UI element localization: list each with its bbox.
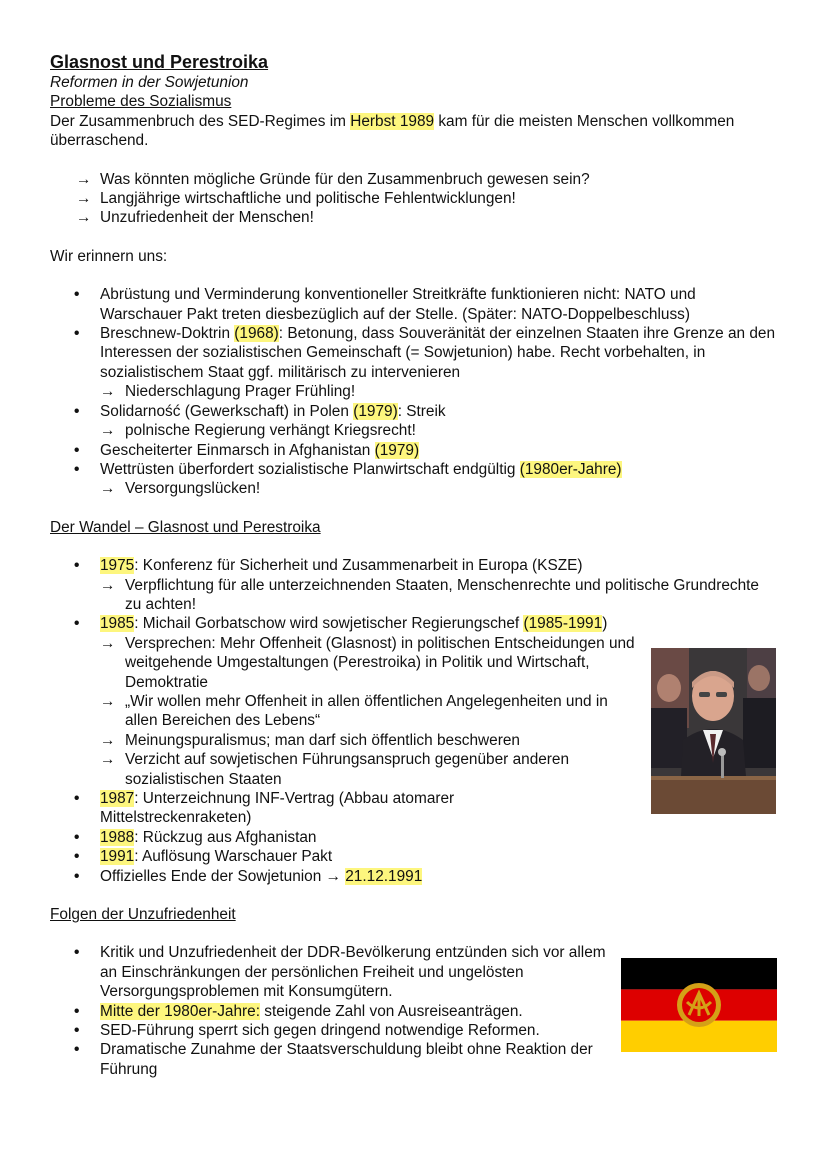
section-heading-wandel: Der Wandel – Glasnost und Perestroika	[50, 518, 321, 536]
arrow-item-text: Unzufriedenheit der Menschen!	[100, 209, 314, 227]
highlight-1968: (1968)	[234, 325, 279, 343]
sub-item	[100, 731, 635, 750]
arrow-icon: →	[100, 692, 116, 710]
list-item-text: Wettrüsten überfordert sozialistische Planwirtschaft endgültig	[100, 460, 520, 478]
list-item-text: Offizielles Ende der Sowjetunion →	[100, 867, 346, 885]
bullet-icon: •	[74, 460, 80, 478]
intro-paragraph	[50, 112, 778, 151]
arrow-icon: →	[100, 751, 116, 769]
ddr-flag	[621, 958, 777, 1052]
list-item-text: Abrüstung und Verminderung konventioneller Streitkräfte funktionieren nicht: NATO und Warschauer Pakt treten diesbezüglich auf der Stelle. (Später: NATO-Doppelbeschluss)	[100, 286, 696, 323]
arrow-item-text: Langjährige wirtschaftliche und politische Fehlentwicklungen!	[100, 190, 516, 208]
recall-label: Wir erinnern uns:	[50, 247, 168, 265]
highlight-1979: (1979)	[374, 441, 420, 459]
intro-text-a: Der Zusammenbruch des SED-Regimes im	[50, 112, 351, 130]
list-item-text: Breschnew-Doktrin	[100, 325, 235, 343]
list-item-text: )	[602, 615, 608, 633]
arrow-item-text: Was könnten mögliche Gründe für den Zusammenbruch gewesen sein?	[100, 170, 590, 188]
section-heading-folgen: Folgen der Unzufriedenheit	[50, 906, 236, 924]
list-item-text: : Rückzug aus Afghanistan	[134, 828, 317, 846]
list-item	[50, 867, 778, 886]
highlight-end-date: 21.12.1991	[345, 867, 423, 885]
sub-item	[100, 692, 635, 731]
gorbachev-portrait-image	[651, 648, 776, 814]
list-item-text: : Betonung, dass Souveränität der einzelnen Staaten ihre Grenze an den Interessen der sozialistischen Gemeinschaft (= Sowjetunion) habe. Recht vorbehalten, in sozialistischem Staat ggf. militärisch zu intervenieren	[100, 325, 776, 381]
ddr-flag-image	[621, 958, 777, 1052]
section-heading-problems: Probleme des Sozialismus	[50, 93, 232, 111]
list-item-text: steigende Zahl von Ausreiseanträgen.	[259, 1002, 523, 1020]
list-item-text: Solidarność (Gewerkschaft) in Polen	[100, 402, 354, 420]
list-item-text: : Unterzeichnung INF-Vertrag (Abbau atomarer Mittelstreckenraketen)	[100, 790, 455, 827]
list-item-text: Dramatische Zunahme der Staatsverschuldung bleibt ohne Reaktion der Führung	[100, 1041, 593, 1078]
list-item	[50, 441, 778, 460]
arrow-item	[50, 208, 778, 227]
sub-item	[100, 479, 778, 498]
folgen-bullet-list	[50, 943, 610, 1079]
arrow-item	[50, 170, 778, 189]
arrow-icon: →	[100, 480, 116, 498]
sub-item-text: Verpflichtung für alle unterzeichnenden Staaten, Menschenrechte und politische Grundrechte zu achten!	[125, 576, 759, 613]
page-title: Glasnost und Perestroika	[50, 52, 269, 72]
list-item-text: Kritik und Unzufriedenheit der DDR-Bevölkerung entzünden sich vor allem an Einschränkungen der persönlichen Freiheit und ungelösten Versorgungsproblemen mit Konsumgütern.	[100, 944, 606, 1001]
highlight-1988: 1988	[100, 828, 135, 846]
list-item	[50, 460, 778, 499]
arrow-icon: →	[76, 190, 92, 208]
bullet-icon: •	[74, 1041, 80, 1059]
highlight-mitte-1980er: Mitte der 1980er-Jahre:	[100, 1002, 260, 1020]
arrow-icon: →	[100, 383, 116, 401]
gorbachev-photo	[651, 648, 776, 814]
highlight-1975: 1975	[100, 557, 135, 575]
list-item-text: : Michail Gorbatschow wird sowjetischer Regierungschef	[134, 615, 524, 633]
bullet-icon: •	[74, 867, 80, 885]
arrow-icon: →	[100, 422, 116, 440]
arrow-item	[50, 189, 778, 208]
bullet-icon: •	[74, 1022, 80, 1040]
list-item	[50, 1021, 610, 1040]
highlight-1985: 1985	[100, 615, 135, 633]
bullet-icon: •	[74, 615, 80, 633]
arrow-icon: →	[100, 634, 116, 652]
list-item	[50, 402, 778, 441]
sub-item	[100, 421, 778, 440]
bullet-icon: •	[74, 848, 80, 866]
list-item	[50, 1002, 610, 1021]
question-arrow-list	[50, 170, 778, 228]
highlight-herbst-1989: Herbst 1989	[350, 112, 435, 130]
list-item	[50, 324, 778, 402]
bullet-icon: •	[74, 828, 80, 846]
arrow-icon: →	[76, 209, 92, 227]
list-item	[50, 943, 610, 1001]
list-item-text: : Konferenz für Sicherheit und Zusammenarbeit in Europa (KSZE)	[134, 557, 583, 575]
list-item	[50, 828, 778, 847]
list-item	[50, 789, 540, 828]
bullet-icon: •	[74, 286, 80, 304]
bullet-icon: •	[74, 325, 80, 343]
highlight-1979: (1979)	[353, 402, 398, 420]
arrow-icon: →	[76, 170, 92, 188]
list-item-text: : Auflösung Warschauer Pakt	[134, 848, 333, 866]
list-item	[50, 847, 778, 866]
sub-item	[100, 750, 625, 789]
bullet-icon: •	[74, 557, 80, 575]
highlight-1991: 1991	[100, 848, 135, 866]
sub-item-text: Meinungspuralismus; man darf sich öffentlich beschweren	[125, 731, 520, 749]
sub-item-text: Verzicht auf sowjetischen Führungsanspruch gegenüber anderen sozialistischen Staaten	[125, 751, 570, 788]
list-item-text: : Streik	[397, 402, 446, 420]
highlight-1987: 1987	[100, 790, 135, 807]
page-subtitle: Reformen in der Sowjetunion	[50, 74, 249, 91]
sub-item	[100, 634, 635, 692]
sub-item-text: „Wir wollen mehr Offenheit in allen öffentlichen Angelegenheiten und in allen Bereichen des Lebens“	[125, 692, 608, 730]
sub-item-text: polnische Regierung verhängt Kriegsrecht!	[125, 422, 416, 440]
document	[50, 52, 778, 1079]
list-item	[50, 556, 778, 614]
bullet-icon: •	[74, 790, 80, 807]
list-item	[50, 285, 778, 324]
bullet-icon: •	[74, 402, 80, 420]
bullet-icon: •	[74, 441, 80, 459]
sub-item-text: Niederschlagung Prager Frühling!	[125, 383, 356, 401]
bullet-icon: •	[74, 944, 80, 962]
sub-item-text: Versprechen: Mehr Offenheit (Glasnost) in politischen Entscheidungen und weitgehende Umgestaltungen (Perestroika) in Politik und Wirtschaft, Demoktratie	[125, 634, 635, 691]
intro-text-b: kam für die meisten Menschen vollkommen überraschend.	[50, 112, 735, 150]
sub-item	[100, 576, 778, 615]
arrow-icon: →	[100, 576, 116, 594]
sub-item-text: Versorgungslücken!	[125, 480, 261, 498]
list-item-text: Gescheiterter Einmarsch in Afghanistan	[100, 441, 375, 459]
bullet-icon: •	[74, 1002, 80, 1020]
sub-item	[100, 382, 778, 401]
recall-bullet-list	[50, 285, 778, 498]
list-item	[50, 1040, 610, 1079]
arrow-icon: →	[100, 731, 116, 749]
list-item-text: SED-Führung sperrt sich gegen dringend notwendige Reformen.	[100, 1022, 540, 1040]
highlight-1980er: (1980er-Jahre)	[519, 460, 622, 478]
highlight-1985-1991: (1985-1991	[523, 615, 603, 633]
